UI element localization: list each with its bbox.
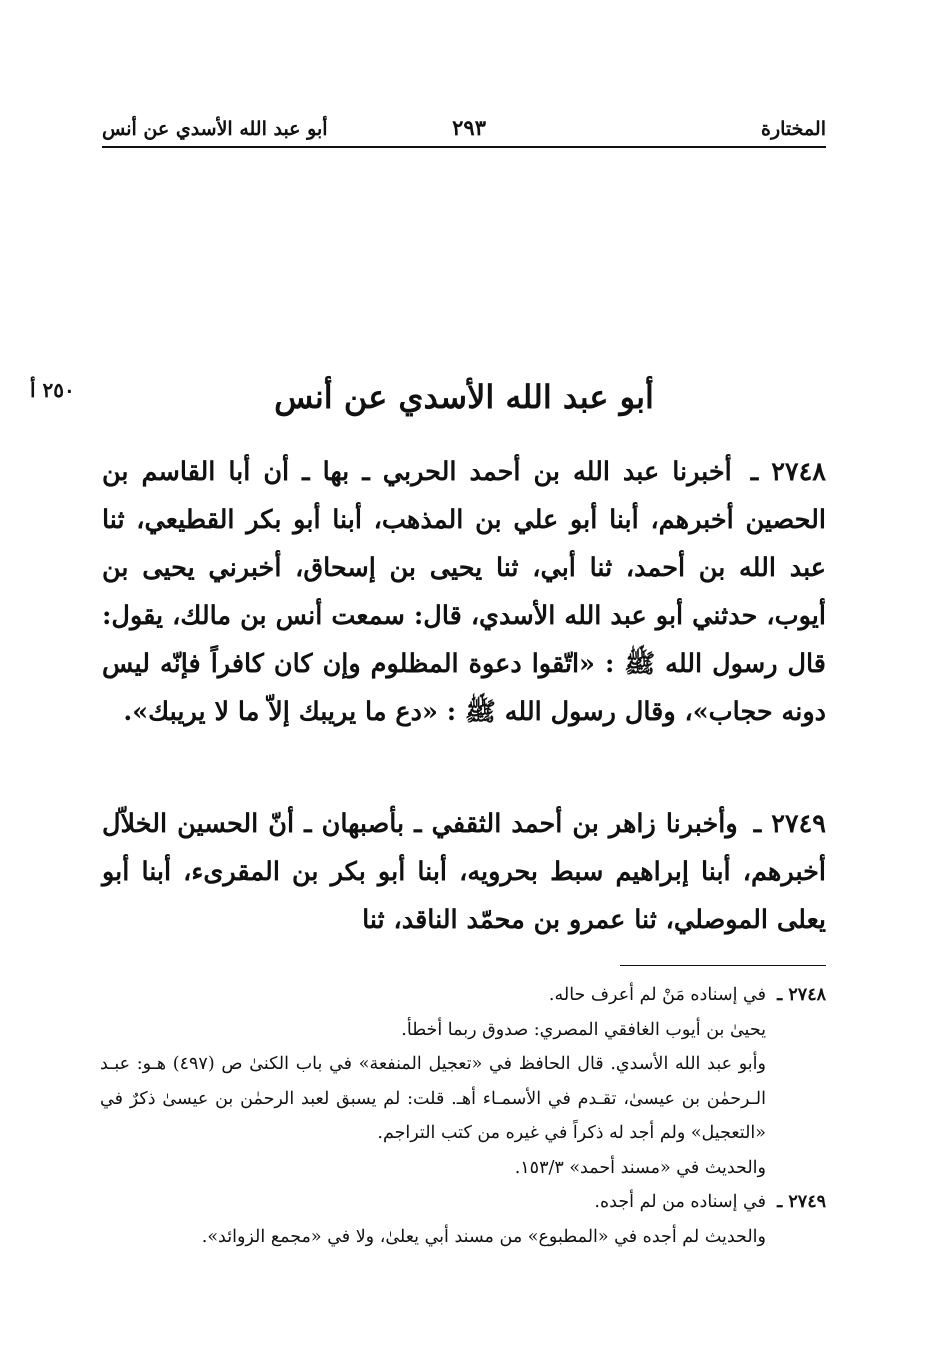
page-number: ٢٩٣ [452,115,486,140]
footnote-line: يحيىٰ بن أيوب الغافقي المصري: صدوق ربما أخطأ. [401,1019,766,1040]
footnote-line: في إسناده من لم أجده. [594,1192,766,1212]
section-title: أبو عبد الله الأسدي عن أنس [274,378,654,416]
hadith-text: أخبرنا عبد الله بن أحمد الحربي ـ بها ـ أن أبا القاسم بن الحصين أخبرهم، أبنا أبو علي بن المذهب، أبنا أبو بكر القطيعي، ثنا عبد الله بن أحمد، ثنا أبي، ثنا يحيى بن إسحاق، أخبرني يحيى بن أيوب، حدثني أبو عبد الله الأسدي، قال: سمعت أنس بن مالك، يقول: قال رسول الله ﷺ : «اتّقوا دعوة المظلوم وإن كان كافراً فإنّه ليس دونه حجاب»، وقال رسول الله ﷺ : «دع ما يريبك إلاّ ما لا يريبك». [102,457,826,727]
footnote-line: في إسناده مَنْ لم أعرف حاله. [548,985,766,1005]
footnote-separator [620,965,826,966]
hadith-entry [102,800,826,944]
running-header [102,112,826,148]
hadith-number: ٢٧٤٨ ـ [750,457,826,487]
footnote-line: والحديث لم أجده في «المطبوع» من مسند أبي يعلىٰ، ولا في «مجمع الزوائد». [201,1226,766,1247]
header-book-title: المختارة [761,118,826,140]
manuscript-folio-note: ٢٥٠ أ [30,378,75,402]
footnote [100,1185,826,1254]
footnote-number: ٢٧٤٩ ـ [777,1192,826,1212]
hadith-text: وأخبرنا زاهر بن أحمد الثقفي ـ بأصبهان ـ أنّ الحسين الخلاّل أخبرهم، أبنا إبراهيم سبط بحرويه، أبنا أبو بكر بن المقرىء، أبنا أبو يعلى الموصلي، ثنا عمرو بن محمّد الناقد، ثنا [102,809,826,935]
footnote-line: والحديث في «مسند أحمد» ١٥٣/٣. [514,1157,766,1178]
hadith-entry [102,448,826,736]
footnote-line: وأبو عبد الله الأسدي. قال الحافظ في «تعجيل المنفعة» في باب الكنىٰ ص (٤٩٧) هـو: عبـد الـرحمٰن بن عيسىٰ، تقـدم في الأسمـاء أهـ. قلت: لم يسبق لعبد الرحمٰن بن عيسىٰ ذكرٌ في «التعجيل» ولم أجد له ذكراً في غيره من كتب التراجم. [100,1054,766,1143]
footnotes [100,978,826,1254]
header-chapter-title: أبو عبد الله الأسدي عن أنس [102,118,328,140]
footnote [100,978,826,1185]
hadith-number: ٢٧٤٩ ـ [753,809,826,839]
footnote-number: ٢٧٤٨ ـ [777,985,826,1005]
